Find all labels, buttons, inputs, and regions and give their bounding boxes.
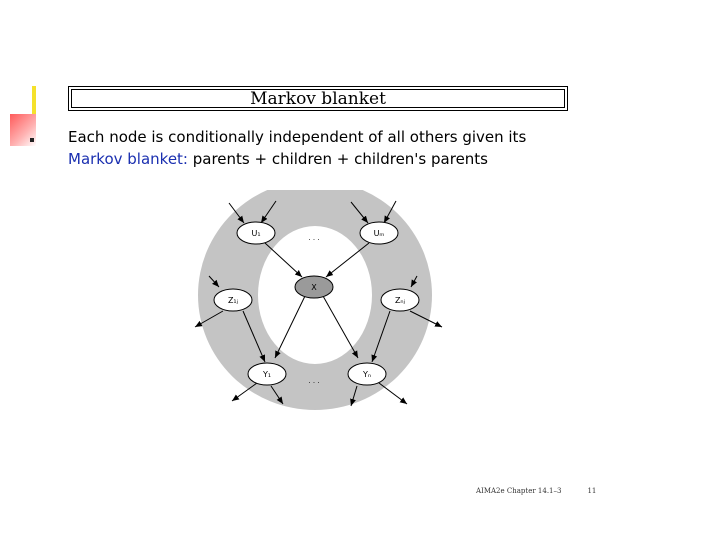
node-um <box>360 222 398 244</box>
body-line-1: Each node is conditionally independent of all others given its <box>68 128 527 146</box>
node-yn <box>348 363 386 385</box>
node-x <box>295 276 333 298</box>
title-frame <box>68 86 568 111</box>
ellipsis-bottom: . . . <box>308 377 320 385</box>
node-znj <box>381 289 419 311</box>
edge-yn-out-b <box>379 383 407 404</box>
markov-blanket-diagram <box>185 190 455 420</box>
edge-x-yn <box>323 296 358 358</box>
edge-u1-x <box>265 243 302 277</box>
node-u1-label: U₁ <box>251 229 261 238</box>
node-z1j <box>214 289 252 311</box>
node-yn-label: Yₙ <box>362 370 372 379</box>
node-um-label: Uₘ <box>373 229 385 238</box>
slide-title: Markov blanket <box>250 89 386 109</box>
markov-blanket-term: Markov blanket: <box>68 150 188 168</box>
node-x-label: X <box>311 283 317 292</box>
slide-body <box>68 126 526 170</box>
decorative-yellow-bar <box>32 86 36 116</box>
slide-footer <box>476 487 596 495</box>
ellipsis-top: . . . <box>308 234 320 242</box>
body-line-2 <box>68 148 526 170</box>
edge-um-x <box>326 243 369 277</box>
footer-page-number: 11 <box>587 487 597 495</box>
node-y1-label: Y₁ <box>262 370 272 379</box>
node-z1j-label: Z₁ⱼ <box>227 296 239 305</box>
edge-x-y1 <box>275 296 305 358</box>
node-y1 <box>248 363 286 385</box>
node-u1 <box>237 222 275 244</box>
node-znj-label: Zₙⱼ <box>394 296 406 305</box>
decorative-dot <box>30 138 34 142</box>
markov-blanket-definition: parents + children + children's parents <box>187 150 488 168</box>
footer-chapter: AIMA2e Chapter 14.1–3 <box>476 487 562 495</box>
